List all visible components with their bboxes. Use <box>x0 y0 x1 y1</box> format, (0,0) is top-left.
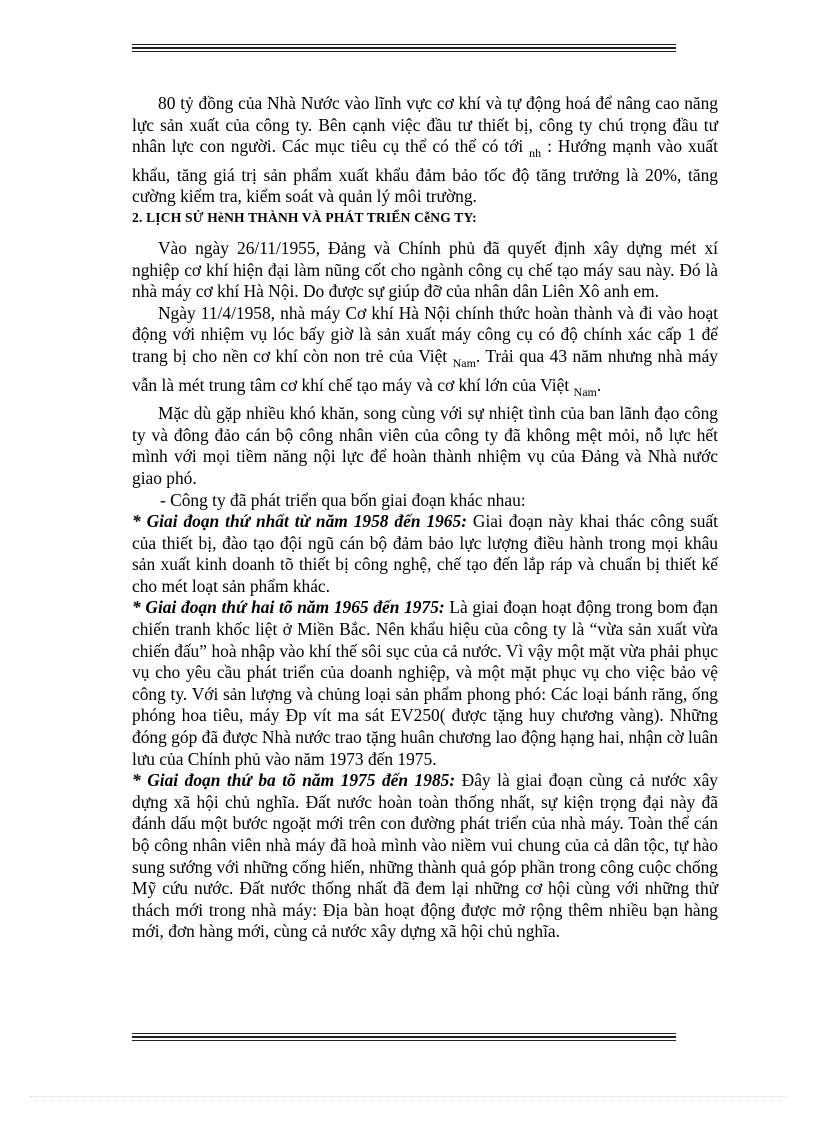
stage-3 <box>132 770 718 943</box>
section-heading: 2. LỊCH SỬ HèNH THÀNH VÀ PHÁT TRIỂN CễNG TY: <box>132 209 477 225</box>
intro-text: 80 tỷ đồng của Nhà Nước vào lĩnh vực cơ khí và tự động hoá để nâng cao năng lực sản xuất của công ty. Bên cạnh việc đầu tư thiết bị, công ty chú trọng đầu tư nhân lực con người. Các mục tiêu cụ thể có thể có tới <box>132 93 718 157</box>
intro-tail: : Hướng mạnh vào xuất khẩu, tăng giá trị sản phẩm xuất khẩu đảm bảo tốc độ tăng trưởng là 20%, tăng cường kiểm tra, kiểm soát và quản lý môi trường. <box>132 136 718 207</box>
paragraph-1: Vào ngày 26/11/1955, Đảng và Chính phủ đã quyết định xây dựng mét xí nghiệp cơ khí hiện đại làm nũng cốt cho ngành công cụ chế tạo máy sau này. Đó là nhà máy cơ khí Hà Nội. Do được sự giúp đỡ của nhân dân Liên Xô anh em. <box>132 237 718 302</box>
stage-1 <box>132 511 718 597</box>
stage-2 <box>132 597 718 770</box>
header-rule <box>132 44 676 52</box>
paragraph-2 <box>132 303 718 403</box>
stage-2-text: Là giai đoạn hoạt động trong bom đạn chiến tranh khốc liệt ở Miền Bắc. Nên khẩu hiệu của công ty là “vừa sản xuất vừa chiến đấu” hoà nhập vào khí thế sôi sục của cả nước. Vì vậy một mặt vừa phải phục vụ cho yêu cầu phát triển của doanh nghiệp, và một mặt phục vụ cho việc bảo vệ công ty. Với sản lượng và chủng loại sản phẩm phong phó: Các loại bánh răng, ống phóng hoa tiêu, máy Đp vít ma sát EV250( được tặng huy chương vàng). Những đóng góp đã được Nhà nước trao tặng huân chương lao động hạng hai, nhận cờ luân lưu của Chính phủ vào năm 1973 đến 1975. <box>132 597 718 769</box>
stage-1-text: Giai đoạn này khai thác công suất của thiết bị, đào tạo đội ngũ cán bộ đảm bảo lực lượng điều hành trong mọi khâu sản xuất kinh doanh tõ thiết bị công nghệ, chế tạo đến lắp ráp và chuẩn bị thiết kế cho mét loạt sản phẩm khác. <box>132 511 718 596</box>
paragraph-4: - Công ty đã phát triển qua bốn giai đoạn khác nhau: <box>160 489 526 510</box>
stage-2-title: * Giai đoạn thứ hai tõ năm 1965 đến 1975: <box>132 597 445 618</box>
stage-1-title: * Giai đoạn thứ nhất từ năm 1958 đến 1965: <box>132 511 467 532</box>
p2-subscript-2: Nam <box>573 384 597 399</box>
p2-text-c: . <box>596 374 602 395</box>
document-body <box>132 93 718 943</box>
stage-3-title: * Giai đoạn thứ ba tõ năm 1975 đến 1985: <box>132 770 456 791</box>
p2-text-a: Ngày 11/4/1958, nhà máy Cơ khí Hà Nội chính thức hoàn thành và đi vào hoạt động với nhiệm vụ lóc bấy giờ là sản xuất máy công cụ có độ chính xác cấp 1 để trang bị cho nền cơ khí còn non trẻ của Việt <box>132 302 718 366</box>
footer-rule <box>132 1033 676 1041</box>
p2-text-b: . Trải qua 43 năm nhưng nhà máy vẫn là mét trung tâm cơ khí chế tạo máy và cơ khí lớn của Việt <box>132 345 718 395</box>
stage-3-text: Đây là giai đoạn cùng cả nước xây dựng xã hội chủ nghĩa. Đất nước hoàn toàn thống nhất, sự kiện trọng đại này đã đánh dấu một bước ngoặt mới trên con đường phát triển của nhà máy. Toàn thể cán bộ công nhân viên nhà máy đã hoà mình vào niềm vui chung của cả dân tộc, tự hào sung sướng với những cống hiến, những thành quả góp phần trong công cuộc chống Mỹ cứu nước. Đất nước thống nhất đã đem lại những cơ hội cùng với những thử thách mới trong nhà máy: Địa bàn hoạt động được mở rộng thêm nhiều bạn hàng mới, đơn hàng mới, cùng cả nước xây dựng xã hội chủ nghĩa. <box>132 770 718 942</box>
intro-subscript: nh <box>529 146 542 161</box>
paragraph-3: Mặc dù gặp nhiều khó khăn, song cùng với sự nhiệt tình của ban lãnh đạo công ty và đông đảo cán bộ công nhân viên của công ty đã không mệt mỏi, nỗ lực hết mình với mọi tiềm năng nội lực để hoàn thành nhiệm vụ của Đảng và Nhà nước giao phó. <box>132 403 718 488</box>
p2-subscript-1: Nam <box>452 355 476 370</box>
intro-paragraph <box>132 93 718 208</box>
page-edge-dotted-line <box>30 1096 786 1097</box>
